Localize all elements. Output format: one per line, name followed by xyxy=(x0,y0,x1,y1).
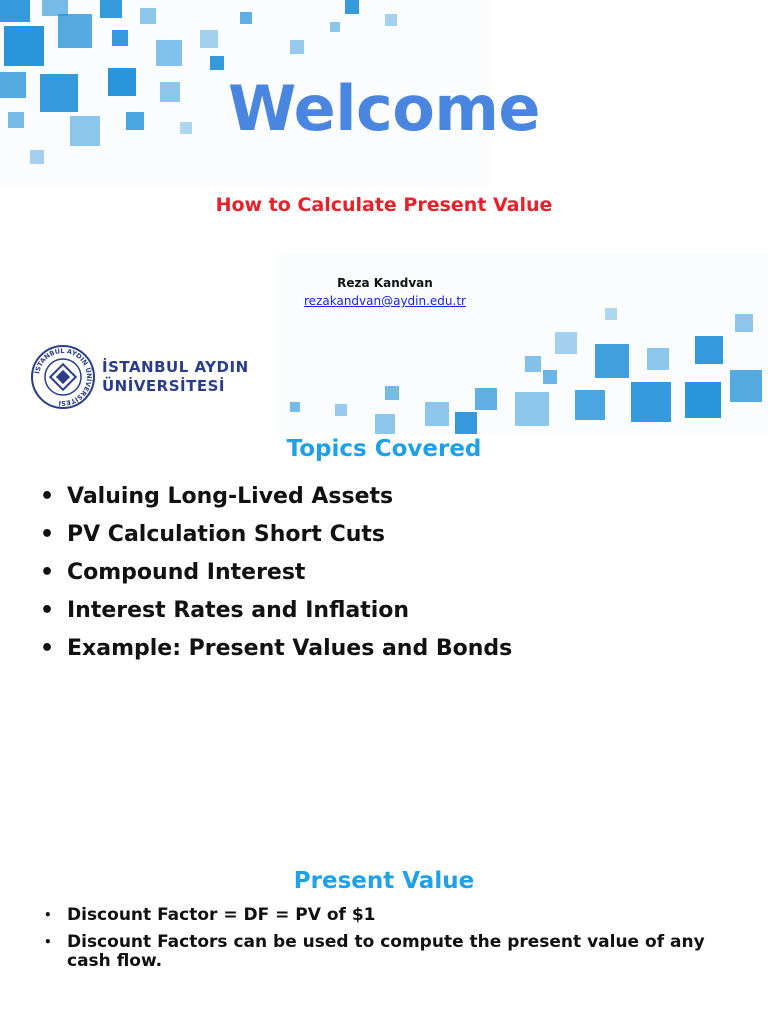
present-value-list xyxy=(44,906,734,979)
topics-slide xyxy=(0,434,768,854)
svg-text:İSTANBUL AYDIN ÜNİVERSİTESİ: İSTANBUL AYDIN ÜNİVERSİTESİ xyxy=(33,346,94,408)
decor-square xyxy=(4,26,44,66)
decor-square xyxy=(730,370,762,402)
topic-item: • Interest Rates and Inflation xyxy=(40,592,512,630)
decor-square xyxy=(58,14,92,48)
decor-square xyxy=(210,56,224,70)
present-value-slide xyxy=(0,854,768,1024)
decor-square xyxy=(425,402,449,426)
topic-item: • Compound Interest xyxy=(40,554,512,592)
decor-square xyxy=(647,348,669,370)
topic-item: • Valuing Long-Lived Assets xyxy=(40,478,512,516)
decor-square xyxy=(240,12,252,24)
decor-square xyxy=(735,314,753,332)
decor-square xyxy=(685,382,721,418)
decor-square xyxy=(290,40,304,54)
decor-square xyxy=(330,22,340,32)
decor-square xyxy=(525,356,541,372)
decor-square xyxy=(100,0,122,18)
topics-list xyxy=(40,478,512,668)
decor-square xyxy=(112,30,128,46)
decor-square xyxy=(455,412,477,434)
decor-square xyxy=(595,344,629,378)
university-seal-icon xyxy=(30,344,96,410)
topic-item: • Example: Present Values and Bonds xyxy=(40,630,512,668)
decor-square xyxy=(515,392,549,426)
decor-square xyxy=(345,0,359,14)
bullet-icon: • xyxy=(40,560,55,585)
bullet-icon: • xyxy=(40,484,55,509)
logo-text-line2: ÜNİVERSİTESİ xyxy=(102,377,225,395)
bullet-icon: • xyxy=(40,636,55,661)
title-slide xyxy=(0,0,768,434)
topics-title: Topics Covered xyxy=(286,436,482,462)
welcome-heading: Welcome xyxy=(228,72,540,145)
decor-square xyxy=(631,382,671,422)
decor-square xyxy=(695,336,723,364)
bullet-icon: • xyxy=(40,522,55,547)
decor-square xyxy=(335,404,347,416)
decor-square xyxy=(543,370,557,384)
decor-square xyxy=(200,30,218,48)
decor-square xyxy=(375,414,395,434)
decor-square xyxy=(475,388,497,410)
author-name: Reza Kandvan xyxy=(337,276,433,290)
pv-item: • Discount Factor = DF = PV of $1 xyxy=(44,905,376,925)
bullet-icon: • xyxy=(44,908,52,922)
decor-square xyxy=(605,308,617,320)
decor-square xyxy=(575,390,605,420)
present-value-title: Present Value xyxy=(293,868,475,894)
decor-square xyxy=(290,402,300,412)
author-email-link[interactable]: rezakandvan@aydin.edu.tr xyxy=(304,294,466,308)
topic-item: • PV Calculation Short Cuts xyxy=(40,516,512,554)
presentation-subtitle: How to Calculate Present Value xyxy=(215,194,553,216)
bullet-icon: • xyxy=(44,935,52,949)
university-logo xyxy=(30,342,250,412)
decor-square xyxy=(385,14,397,26)
decor-square xyxy=(555,332,577,354)
decor-square xyxy=(140,8,156,24)
pv-item: • Discount Factors can be used to compute the present value of any cash flow. xyxy=(44,932,705,971)
decor-square xyxy=(0,0,30,22)
bullet-icon: • xyxy=(40,598,55,623)
decor-square xyxy=(385,386,399,400)
decor-square xyxy=(156,40,182,66)
decor-square xyxy=(30,150,44,164)
logo-text-line1: İSTANBUL AYDIN xyxy=(102,358,249,376)
